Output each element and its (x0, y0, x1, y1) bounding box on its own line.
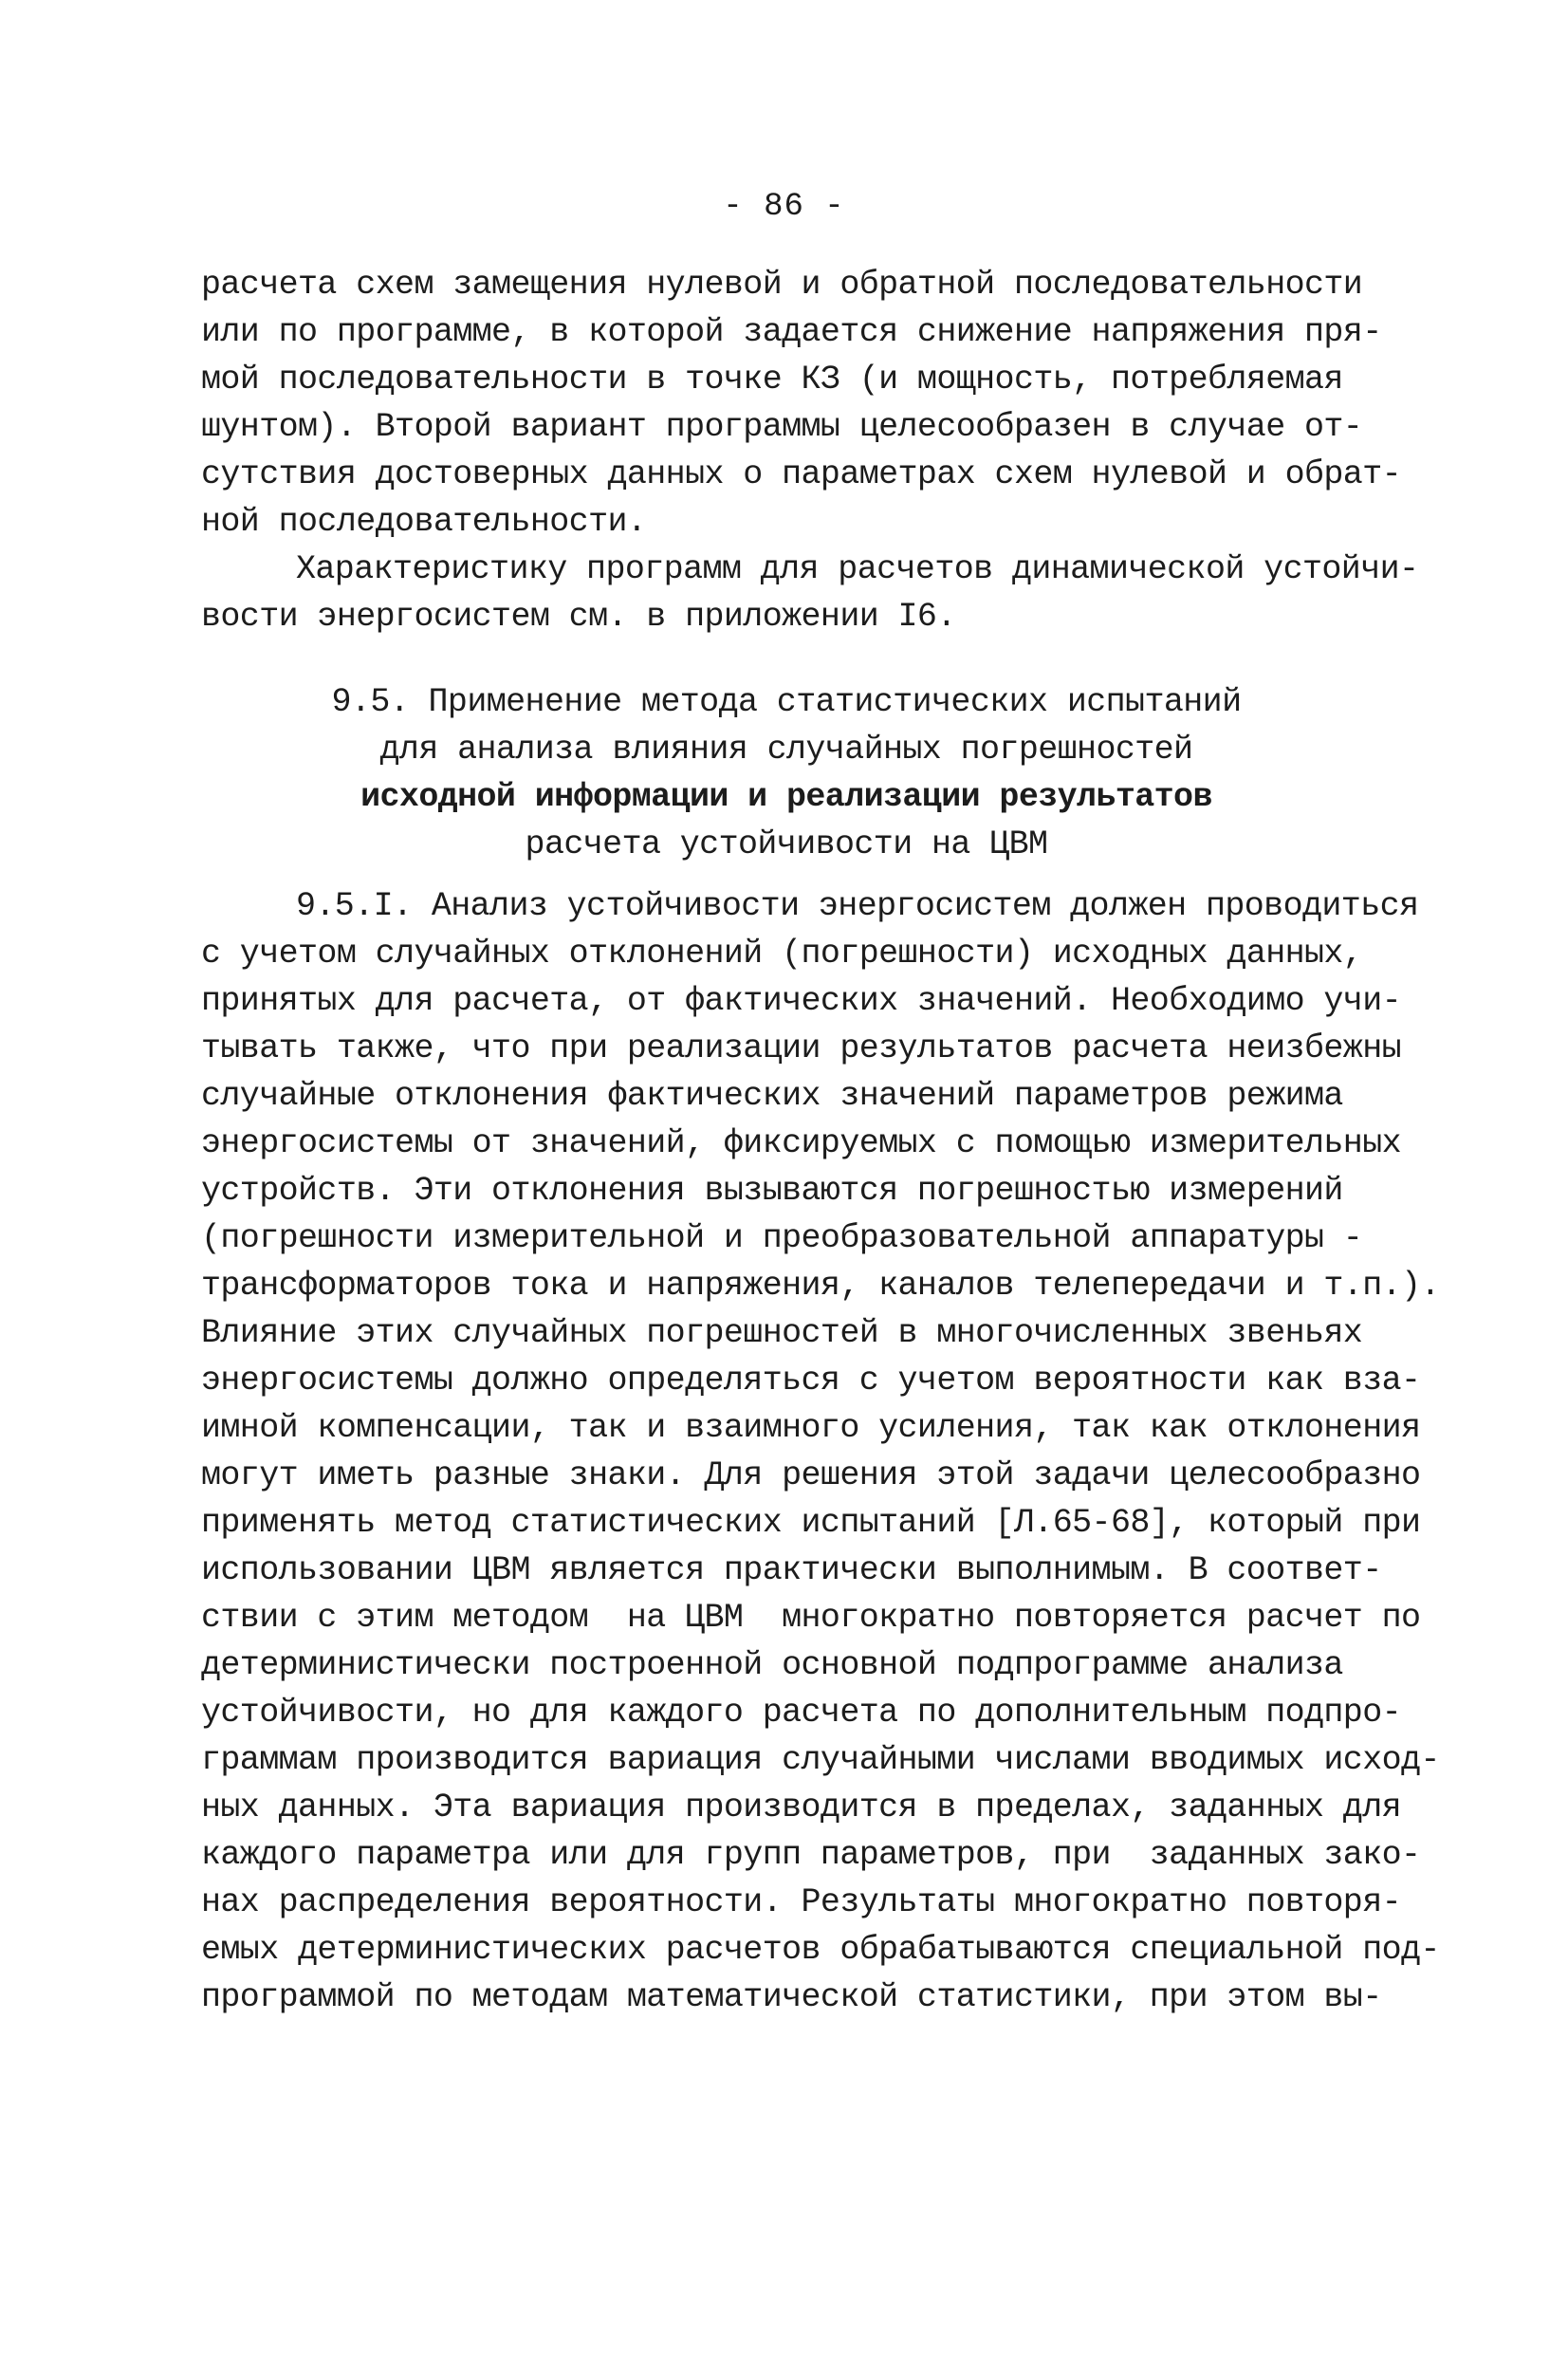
text-line: энергосистемы должно определяться с учетом вероятности как вза- (201, 1362, 1421, 1399)
text-line: использовании ЦВМ является практически выполнимым. В соответ- (201, 1551, 1382, 1589)
text-line: вости энергосистем см. в приложении I6. (201, 598, 956, 636)
section-heading (201, 678, 1372, 868)
text-line: сутствия достоверных данных о параметрах схем нулевой и обрат- (201, 455, 1402, 493)
text-line: тывать также, что при реализации результатов расчета неизбежны (201, 1029, 1402, 1067)
text-line: емых детерминистических расчетов обрабатываются специальной под- (201, 1931, 1440, 1969)
paragraph-section-9-5-1 (201, 882, 1440, 2021)
text-line: граммам производится вариация случайными числами вводимых исход- (201, 1741, 1440, 1779)
text-line: трансформаторов тока и напряжения, каналов телепередачи и т.п.). (201, 1267, 1440, 1305)
text-line: ствии с этим методом на ЦВМ многократно повторяется расчет по (201, 1599, 1421, 1637)
heading-line: расчета устойчивости на ЦВМ (525, 825, 1048, 863)
text-line: имной компенсации, так и взаимного усиления, так как отклонения (201, 1409, 1421, 1447)
text-line: шунтом). Второй вариант программы целесообразен в случае от- (201, 408, 1363, 446)
text-line: энергосистемы от значений, фиксируемых с помощью измерительных (201, 1124, 1402, 1162)
page-number: - 86 - (723, 189, 845, 225)
text-line: ных данных. Эта вариация производится в пределах, заданных для (201, 1789, 1402, 1826)
heading-line: 9.5. Применение метода статистических испытаний (331, 683, 1242, 721)
text-line: Влияние этих случайных погрешностей в многочисленных звеньях (201, 1314, 1363, 1352)
text-line: каждого параметра или для групп параметров, при заданных зако- (201, 1836, 1421, 1874)
text-line: случайные отклонения фактических значений параметров режима (201, 1077, 1343, 1115)
text-line: или по программе, в которой задается снижение напряжения пря- (201, 313, 1382, 351)
text-line: ной последовательности. (201, 503, 647, 541)
text-line: Характеристику программ для расчетов динамической устойчи- (296, 550, 1419, 588)
text-line: (погрешности измерительной и преобразовательной аппаратуры - (201, 1219, 1363, 1257)
text-line: 9.5.I. Анализ устойчивости энергосистем должен проводиться (296, 887, 1419, 925)
text-line: с учетом случайных отклонений (погрешности) исходных данных, (201, 935, 1363, 973)
text-line: нах распределения вероятности. Результаты многократно повторя- (201, 1883, 1402, 1921)
text-line: устройств. Эти отклонения вызываются погрешностью измерений (201, 1172, 1343, 1210)
text-line: применять метод статистических испытаний [Л.65-68], который при (201, 1504, 1421, 1542)
text-line: устойчивости, но для каждого расчета по дополнительным подпро- (201, 1694, 1402, 1732)
paragraph-program-reference (201, 546, 1434, 640)
text-line: могут иметь разные знаки. Для решения этой задачи целесообразно (201, 1456, 1421, 1494)
text-line: расчета схем замещения нулевой и обратной последовательности (201, 266, 1363, 304)
text-line: программой по методам математической статистики, при этом вы- (201, 1978, 1382, 2016)
paragraph-continuation (201, 261, 1434, 546)
heading-line: исходной информации и реализации результатов (360, 778, 1212, 816)
heading-line: для анализа влияния случайных погрешностей (379, 731, 1193, 769)
text-line: мой последовательности в точке КЗ (и мощность, потребляемая (201, 361, 1343, 399)
text-line: детерминистически построенной основной подпрограмме анализа (201, 1646, 1343, 1684)
text-line: принятых для расчета, от фактических значений. Необходимо учи- (201, 982, 1402, 1020)
